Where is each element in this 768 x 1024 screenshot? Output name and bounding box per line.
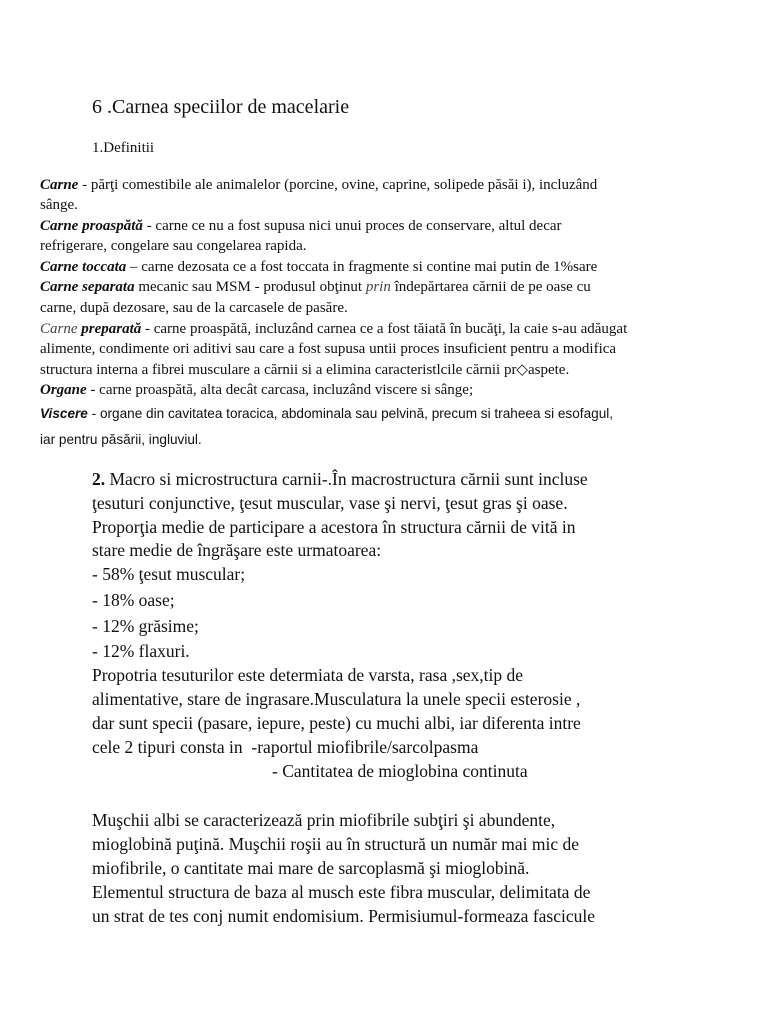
definition-text: - carne proaspătă, incluzând carnea ce a fost tăiată în bucăţi, la caie s-au adăugat — [141, 321, 628, 337]
definition-lead: Carne — [40, 321, 82, 337]
definition-term: Carne proaspătă — [40, 218, 143, 234]
definition-line: iar pentru păsării, ingluviul. — [40, 432, 202, 447]
list-item: - 12% grăsime; — [92, 616, 199, 636]
definition-term: Organe — [40, 382, 87, 398]
definition-line: sânge. — [40, 197, 78, 213]
definition-line: structura interna a fibrei musculare a cărnii si a elimina caracteristlcile cărnii pr◇aspete. — [40, 362, 570, 378]
section2-line: alimentative, stare de ingrasare.Musculatura la unele specii esterosie , — [92, 689, 581, 709]
definition-emphasis: prin — [365, 279, 391, 295]
definition-line — [40, 319, 627, 339]
definition-text: îndepărtarea cărnii de pe oase cu — [390, 279, 591, 295]
definition-line: alimente, condimente ori aditivi sau care a fost supusa untii proces insuficient pentru a modifica — [40, 341, 617, 357]
paragraph-line: mioglobină puţină. Muşchii roşii au în structură un număr mai mic de — [92, 834, 579, 854]
list-item: - 12% flaxuri. — [92, 641, 190, 661]
section2-line: Propotria tesuturilor este determiata de varsta, rasa ,sex,tip de — [92, 665, 524, 685]
definition-term: Carne — [40, 177, 79, 193]
definition-text: - carne ce nu a fost supusa nici unui proces de conservare, altul decar — [142, 218, 562, 234]
section2-line: cele 2 tipuri consta in -raportul miofibrile/sarcolpasma — [92, 737, 479, 757]
definition-line: refrigerare, congelare sau congelarea rapida. — [40, 238, 307, 254]
paragraph-line: Elementul structura de baza al musch este fibra muscular, delimitata de — [92, 882, 591, 902]
section2-heading-text: Macro si microstructura carnii-.În macrostructura cărnii sunt incluse — [105, 469, 588, 489]
definition-term: Carne toccata — [40, 259, 127, 275]
list-item: - 58% ţesut muscular; — [92, 564, 246, 584]
paragraph-line: Muşchii albi se caracterizează prin miofibrile subţiri şi abundente, — [92, 810, 556, 830]
definition-term: Viscere — [40, 406, 88, 421]
paragraph-line: un strat de tes conj numit endomisium. Permisiumul-formeaza fascicule — [92, 906, 595, 926]
section2-line: Proporţia medie de participare a acestora în structura cărnii de vită in — [92, 517, 576, 537]
section-heading-definitions: 1.Definitii — [92, 140, 155, 156]
definition-line — [40, 175, 597, 195]
section2-line: ţesuturi conjunctive, ţesut muscular, vase şi nervi, ţesut gras şi oase. — [92, 493, 568, 513]
section2-line — [92, 467, 588, 491]
section2-line: stare medie de îngrăşare este urmatoarea: — [92, 540, 382, 560]
definition-line — [40, 257, 597, 277]
definition-text: - organe din cavitatea toracica, abdominala sau pelvină, precum si traheea si esofagul, — [87, 406, 614, 421]
page-title: 6 .Carnea speciilor de macelarie — [92, 96, 350, 118]
definition-line — [40, 277, 591, 297]
definition-text: - părţi comestibile ale animalelor (porcine, ovine, caprine, solipede păsăi i), incluzând — [78, 177, 598, 193]
definition-line — [40, 404, 613, 424]
definition-line — [40, 380, 473, 400]
definition-line — [40, 216, 562, 236]
section2-line: - Cantitatea de mioglobina continuta — [272, 761, 528, 781]
section-number: 2. — [92, 469, 106, 489]
definition-text: – carne dezosata ce a fost toccata in fragmente si contine mai putin de 1%sare — [126, 259, 598, 275]
definition-text: mecanic sau MSM - produsul obţinut — [134, 279, 366, 295]
section2-line: dar sunt specii (pasare, iepure, peste) cu muchi albi, iar diferenta intre — [92, 713, 581, 733]
definition-term: Carne separata — [40, 279, 135, 295]
definition-term: preparată — [81, 321, 142, 337]
definition-line: carne, după dezosare, sau de la carcasele de pasăre. — [40, 300, 348, 316]
definition-text: - carne proaspătă, alta decât carcasa, incluzând viscere si sânge; — [86, 382, 474, 398]
list-item: - 18% oase; — [92, 590, 175, 610]
paragraph-line: miofibrile, o cantitate mai mare de sarcoplasmă şi mioglobină. — [92, 858, 530, 878]
